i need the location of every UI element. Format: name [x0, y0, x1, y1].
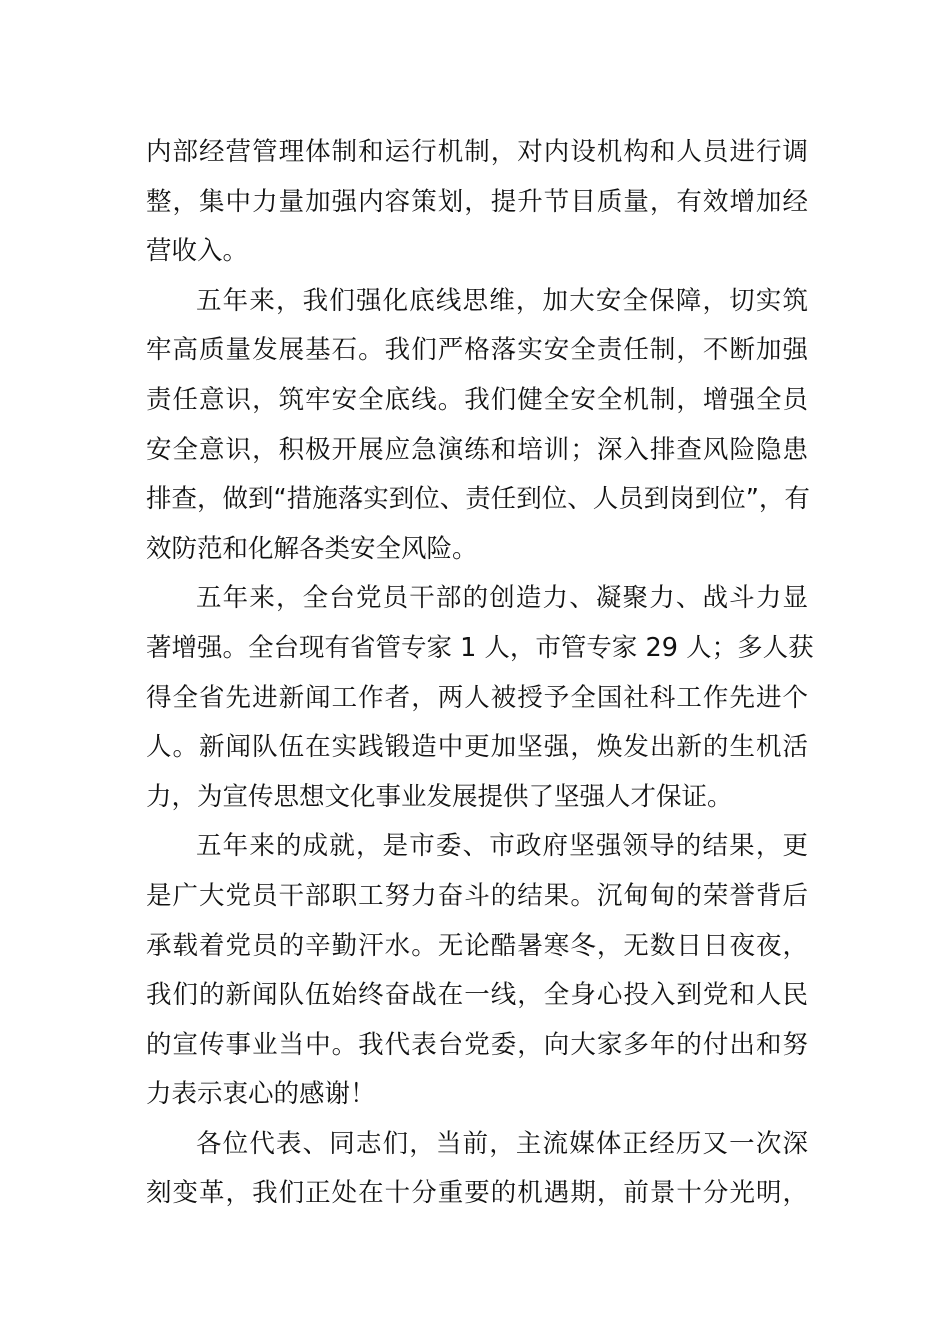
text-line: 的宣传事业当中。我代表台党委，向大家多年的付出和努	[146, 1029, 808, 1060]
text-line: 我们的新闻队伍始终奋战在一线，全身心投入到党和人民	[146, 980, 808, 1011]
text-line: 各位代表、同志们，当前，主流媒体正经历又一次深	[196, 1128, 808, 1159]
text-line: 牢高质量发展基石。我们严格落实安全责任制，不断加强	[146, 335, 808, 366]
text-line: 力表示衷心的感谢！	[146, 1079, 376, 1110]
text-line: 排查，做到“措施落实到位、责任到位、人员到岗到位”，有	[146, 484, 810, 515]
text-line: 得全省先进新闻工作者，两人被授予全国社科工作先进个	[146, 682, 808, 713]
text-line: 是广大党员干部职工努力奋斗的结果。沉甸甸的荣誉背后	[146, 880, 808, 911]
text-line: 安全意识，积极开展应急演练和培训；深入排查风险隐患	[146, 434, 808, 465]
document-body	[146, 128, 814, 1219]
text-line: 整，集中力量加强内容策划，提升节目质量，有效增加经	[146, 186, 808, 217]
text-line: 承载着党员的辛勤汗水。无论酷暑寒冬，无数日日夜夜，	[146, 930, 808, 961]
text-line: 著增强。全台现有省管专家 1 人，市管专家 29 人；多人获	[146, 632, 814, 663]
text-line: 效防范和化解各类安全风险。	[146, 533, 478, 564]
text-line: 五年来，全台党员干部的创造力、凝聚力、战斗力显	[196, 583, 808, 614]
text-line: 五年来的成就，是市委、市政府坚强领导的结果，更	[196, 831, 808, 862]
text-line: 人。新闻队伍在实践锻造中更加坚强，焕发出新的生机活	[146, 732, 808, 763]
text-line: 力，为宣传思想文化事业发展提供了坚强人才保证。	[146, 781, 733, 812]
text-line: 五年来，我们强化底线思维，加大安全保障，切实筑	[196, 285, 808, 316]
text-line: 营收入。	[146, 236, 249, 267]
text-line: 刻变革，我们正处在十分重要的机遇期，前景十分光明，	[146, 1178, 808, 1209]
text-line: 内部经营管理体制和运行机制，对内设机构和人员进行调	[146, 137, 808, 167]
text-line: 责任意识，筑牢安全底线。我们健全安全机制，增强全员	[146, 384, 808, 415]
